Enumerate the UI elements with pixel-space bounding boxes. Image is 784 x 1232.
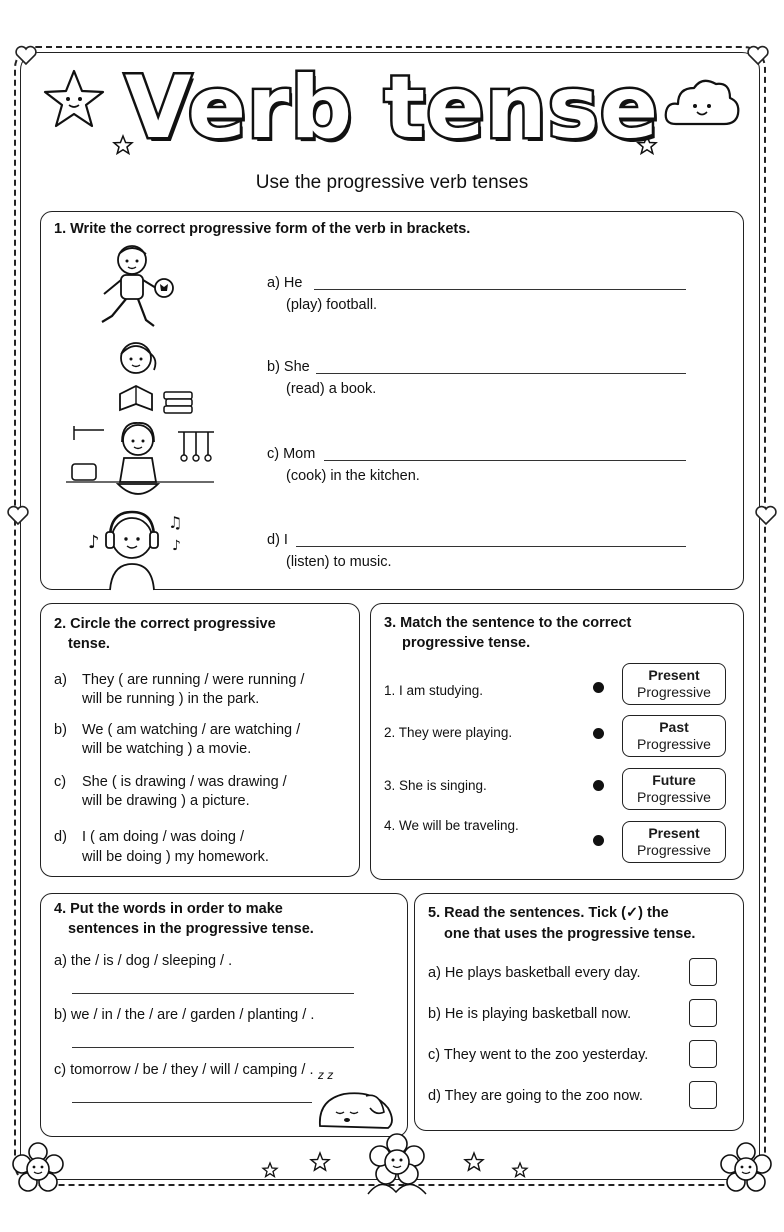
s5-item-b-checkbox[interactable] <box>689 999 717 1027</box>
music-note-icon: ♪ <box>88 532 100 553</box>
s3-option-3-bottom: Progressive <box>637 789 711 805</box>
s3-option-4[interactable] <box>622 821 726 863</box>
flower-icon <box>720 1142 772 1194</box>
music-note-icon: ♫ <box>168 513 183 532</box>
s2-item-a-letter: a) <box>54 672 67 688</box>
s1-item-c-label: c) Mom <box>267 446 316 462</box>
s1-item-d-hint: (listen) to music. <box>286 554 392 570</box>
s5-item-a: a) He plays basketball every day. <box>428 965 641 981</box>
s3-option-1-top: Present <box>648 667 700 683</box>
section-2-heading: 2. Circle the correct progressive <box>54 616 276 632</box>
s1-item-d-answer-line[interactable] <box>296 546 686 547</box>
s4-item-a: a) the / is / dog / sleeping / . <box>54 953 233 969</box>
s3-option-2-top: Past <box>659 719 689 735</box>
s3-match-dot-1[interactable] <box>593 682 604 693</box>
s4-item-a-answer-line[interactable] <box>72 993 354 994</box>
s1-item-a-answer-line[interactable] <box>314 289 686 290</box>
s3-match-dot-3[interactable] <box>593 780 604 791</box>
s1-item-b-answer-line[interactable] <box>316 373 686 374</box>
s1-item-b-label: b) She <box>267 359 310 375</box>
s2-item-c-line1[interactable]: She ( is drawing / was drawing / <box>82 774 287 790</box>
s4-item-c-answer-line[interactable] <box>72 1102 312 1103</box>
s3-option-2-bottom: Progressive <box>637 736 711 752</box>
s3-sentence-2: 2. They were playing. <box>384 725 513 740</box>
s3-option-1-bottom: Progressive <box>637 684 711 700</box>
heart-icon <box>6 504 30 526</box>
section-5-heading: 5. Read the sentences. Tick (✓) the <box>428 905 669 921</box>
s1-item-c-hint: (cook) in the kitchen. <box>286 468 420 484</box>
s3-option-4-bottom: Progressive <box>637 842 711 858</box>
s1-item-a-hint: (play) football. <box>286 297 378 313</box>
s3-option-3[interactable] <box>622 768 726 810</box>
child-listening-music-illustration <box>84 508 188 590</box>
s5-item-b: b) He is playing basketball now. <box>428 1006 632 1022</box>
page-title: Verb tense <box>124 58 660 158</box>
s2-item-b-line2[interactable]: will be watching ) a movie. <box>82 741 252 757</box>
s4-item-b-answer-line[interactable] <box>72 1047 354 1048</box>
s3-sentence-4: 4. We will be traveling. <box>384 818 519 833</box>
s2-item-d-line1[interactable]: I ( am doing / was doing / <box>82 829 244 845</box>
s2-item-a-line1[interactable]: They ( are running / were running / <box>82 672 305 688</box>
s5-item-a-checkbox[interactable] <box>689 958 717 986</box>
music-note-icon: ♪ <box>172 538 181 554</box>
s2-item-c-letter: c) <box>54 774 67 790</box>
section-3-heading-cont: progressive tense. <box>402 635 531 651</box>
s3-option-3-top: Future <box>652 772 696 788</box>
mom-cooking-illustration <box>66 418 218 506</box>
section-4-heading-cont: sentences in the progressive tense. <box>68 921 314 937</box>
s3-match-dot-2[interactable] <box>593 728 604 739</box>
heart-icon <box>754 504 778 526</box>
page-subtitle: Use the progressive verb tenses <box>255 172 529 193</box>
flower-icon <box>12 1142 64 1194</box>
section-5-heading-cont: one that uses the progressive tense. <box>444 926 696 942</box>
s2-item-b-line1[interactable]: We ( am watching / are watching / <box>82 722 301 738</box>
s4-item-b: b) we / in / the / are / garden / planting / . <box>54 1007 315 1023</box>
s4-item-c: c) tomorrow / be / they / will / camping / . <box>54 1062 314 1078</box>
s3-option-4-top: Present <box>648 825 700 841</box>
s2-item-d-line2[interactable]: will be doing ) my homework. <box>82 849 269 865</box>
s2-item-a-line2[interactable]: will be running ) in the park. <box>82 691 260 707</box>
star-icon <box>310 1152 330 1172</box>
section-3-heading: 3. Match the sentence to the correct <box>384 615 632 631</box>
star-icon <box>512 1162 528 1178</box>
section-4-heading: 4. Put the words in order to make <box>54 901 283 917</box>
zzz-text: z z <box>318 1068 334 1082</box>
boy-playing-football-illustration <box>94 242 178 334</box>
girl-reading-book-illustration <box>100 336 196 414</box>
s1-item-a-label: a) He <box>267 275 303 291</box>
flower-icon <box>362 1132 432 1196</box>
s5-item-c: c) They went to the zoo yesterday. <box>428 1047 649 1063</box>
s3-match-dot-4[interactable] <box>593 835 604 846</box>
s2-item-c-line2[interactable]: will be drawing ) a picture. <box>82 793 250 809</box>
sleeping-puppy-icon <box>314 1082 398 1132</box>
s3-sentence-3: 3. She is singing. <box>384 778 487 793</box>
section-1-heading: 1. Write the correct progressive form of the verb in brackets. <box>54 221 471 237</box>
s1-item-d-label: d) I <box>267 532 288 548</box>
s3-option-1[interactable] <box>622 663 726 705</box>
s2-item-b-letter: b) <box>54 722 67 738</box>
s5-item-c-checkbox[interactable] <box>689 1040 717 1068</box>
section-2-heading-cont: tense. <box>68 636 110 652</box>
s5-item-d: d) They are going to the zoo now. <box>428 1088 643 1104</box>
s1-item-b-hint: (read) a book. <box>286 381 377 397</box>
s5-item-d-checkbox[interactable] <box>689 1081 717 1109</box>
s2-item-d-letter: d) <box>54 829 67 845</box>
s3-option-2[interactable] <box>622 715 726 757</box>
star-icon <box>262 1162 278 1178</box>
star-icon <box>464 1152 484 1172</box>
s3-sentence-1: 1. I am studying. <box>384 683 484 698</box>
s1-item-c-answer-line[interactable] <box>324 460 686 461</box>
